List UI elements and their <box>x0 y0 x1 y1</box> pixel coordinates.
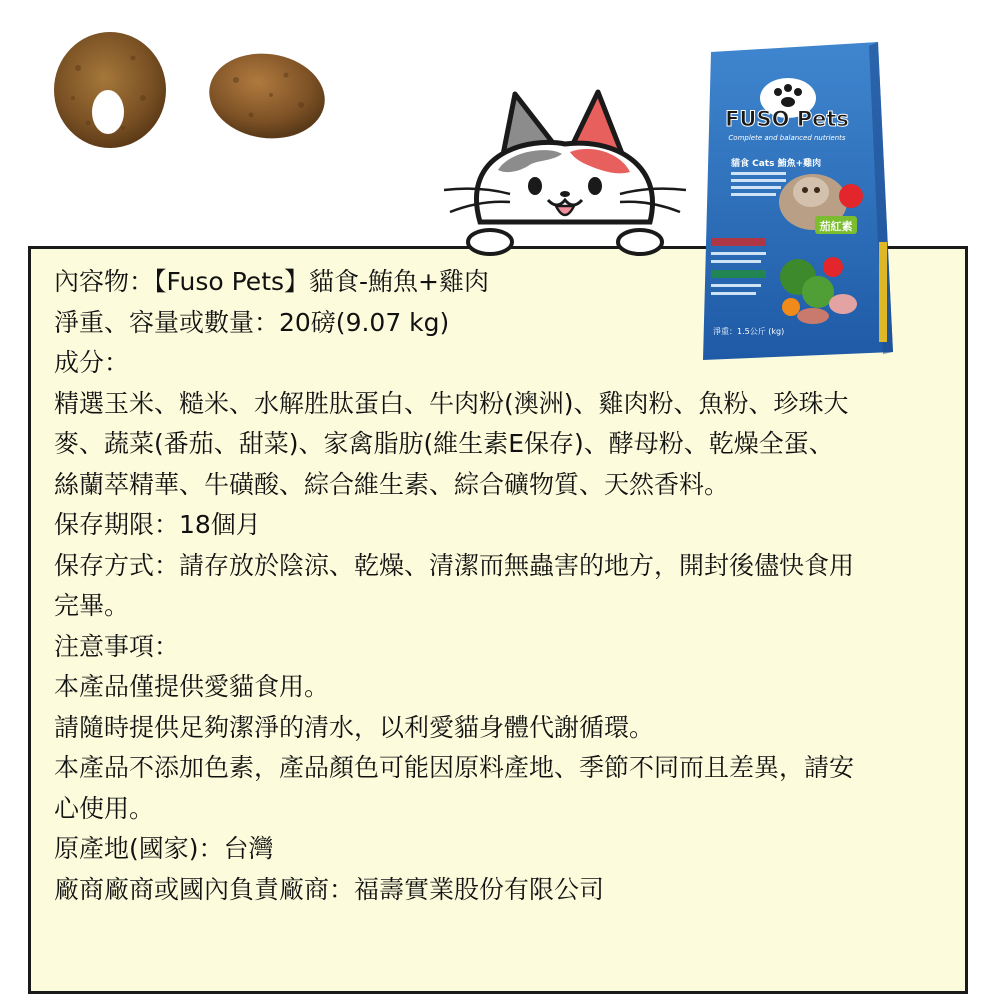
ingredients-line-2: 麥、蔬菜(番茄、甜菜)、家禽脂肪(維生素E保存)、酵母粉、乾燥全蛋、 <box>54 429 834 458</box>
manufacturer-line: 廠商廠商或國內負責廠商：福壽實業股份有限公司 <box>54 874 605 904</box>
ingredients-heading: 成分： <box>54 348 130 377</box>
kibble-oval-image <box>206 50 328 142</box>
product-info-text <box>54 262 954 910</box>
note-line-2: 請隨時提供足夠潔淨的清水，以利愛貓身體代謝循環。 <box>54 712 655 742</box>
contents-line: 內容物：【Fuso Pets】貓食-鮪魚+雞肉 <box>54 267 489 296</box>
ingredients-line-1: 精選玉米、糙米、水解胜肽蛋白、牛肉粉(澳洲)、雞肉粉、魚粉、珍珠大 <box>54 388 849 418</box>
kibble-ring-image <box>48 28 173 153</box>
net-weight-line: 淨重、容量或數量：20磅(9.07 kg) <box>54 307 450 337</box>
shelf-life-line: 保存期限：18個月 <box>54 510 261 539</box>
bag-brand: FUSO Pets <box>725 107 849 131</box>
note-line-3a: 本產品不添加色素，產品顏色可能因原料產地、季節不同而且差異，請安 <box>54 753 855 782</box>
cat-mascot-image <box>440 82 690 257</box>
storage-line-1: 保存方式：請存放於陰涼、乾燥、清潔而無蟲害的地方，開封後儘快食用 <box>54 550 855 580</box>
bag-product-label: 貓食 Cats 鮪魚+雞肉 <box>731 159 822 169</box>
note-line-3b: 心使用。 <box>54 793 155 823</box>
ingredients-line-3: 絲蘭萃精華、牛磺酸、綜合維生素、綜合礦物質、天然香料。 <box>54 469 730 499</box>
bag-tagline: Complete and balanced nutrients <box>728 134 846 142</box>
bag-badge: 茄紅素 <box>819 220 853 233</box>
note-line-1: 本產品僅提供愛貓食用。 <box>54 672 330 701</box>
storage-line-2: 完畢。 <box>54 591 130 620</box>
bag-net-weight: 淨重：1.5公斤 (kg) <box>713 327 785 336</box>
notes-heading: 注意事項： <box>54 631 180 661</box>
origin-line: 原產地(國家)：台灣 <box>54 834 274 863</box>
